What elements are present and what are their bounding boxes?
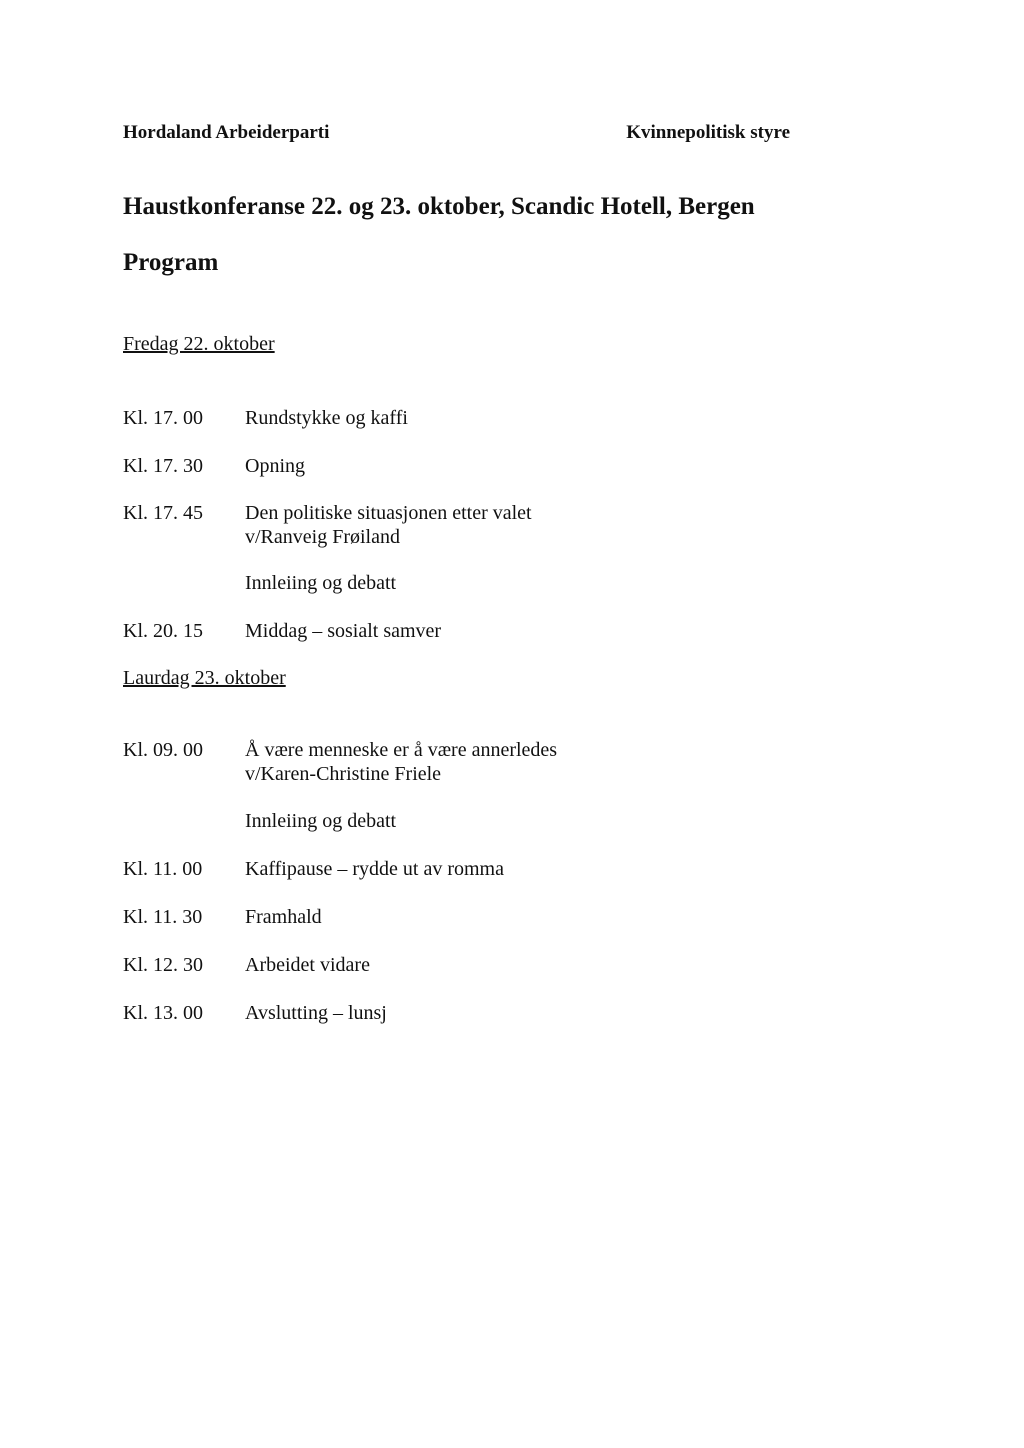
schedule-description [245, 571, 396, 595]
schedule-description [245, 501, 532, 549]
day-heading-friday: Fredag 22. oktober [123, 333, 275, 355]
schedule-description [245, 619, 441, 643]
schedule-description [245, 905, 322, 929]
schedule-desc-line: Framhald [245, 906, 322, 928]
schedule-description [245, 454, 305, 478]
document-title: Haustkonferanse 22. og 23. oktober, Scandic Hotell, Bergen [123, 193, 755, 220]
schedule-desc-line: Avslutting – lunsj [245, 1002, 387, 1024]
schedule-description [245, 406, 408, 430]
schedule-desc-line: Å være menneske er å være annerledes [245, 739, 558, 761]
schedule-desc-line: Innleiing og debatt [245, 810, 397, 832]
schedule-desc-line: Den politiske situasjonen etter valet [245, 502, 532, 524]
schedule-time: Kl. 12. 30 [123, 954, 203, 976]
schedule-time: Kl. 13. 00 [123, 1002, 203, 1024]
schedule-time: Kl. 09. 00 [123, 739, 203, 761]
schedule-time: Kl. 20. 15 [123, 620, 203, 642]
schedule-description [245, 1001, 387, 1025]
schedule-speaker: v/Karen-Christine Friele [245, 763, 442, 785]
committee-name: Kvinnepolitisk styre [626, 122, 790, 143]
schedule-description [245, 809, 396, 833]
schedule-description [245, 738, 557, 786]
schedule-desc-line: Middag – sosialt samver [245, 620, 442, 642]
schedule-time: Kl. 11. 30 [123, 906, 203, 928]
schedule-desc-line: Rundstykke og kaffi [245, 407, 408, 429]
schedule-time: Kl. 11. 00 [123, 858, 203, 880]
schedule-time: Kl. 17. 45 [123, 502, 203, 524]
schedule-description [245, 857, 504, 881]
schedule-time: Kl. 17. 00 [123, 407, 203, 429]
organization-name: Hordaland Arbeiderparti [123, 122, 330, 143]
schedule-description [245, 953, 370, 977]
schedule-desc-line: Kaffipause – rydde ut av romma [245, 858, 504, 880]
schedule-desc-line: Innleiing og debatt [245, 572, 397, 594]
document-subtitle: Program [123, 249, 219, 276]
schedule-desc-line: Opning [245, 455, 305, 477]
schedule-time: Kl. 17. 30 [123, 455, 203, 477]
day-heading-saturday: Laurdag 23. oktober [123, 667, 286, 689]
schedule-desc-line: Arbeidet vidare [245, 954, 370, 976]
schedule-speaker: v/Ranveig Frøiland [245, 526, 400, 548]
